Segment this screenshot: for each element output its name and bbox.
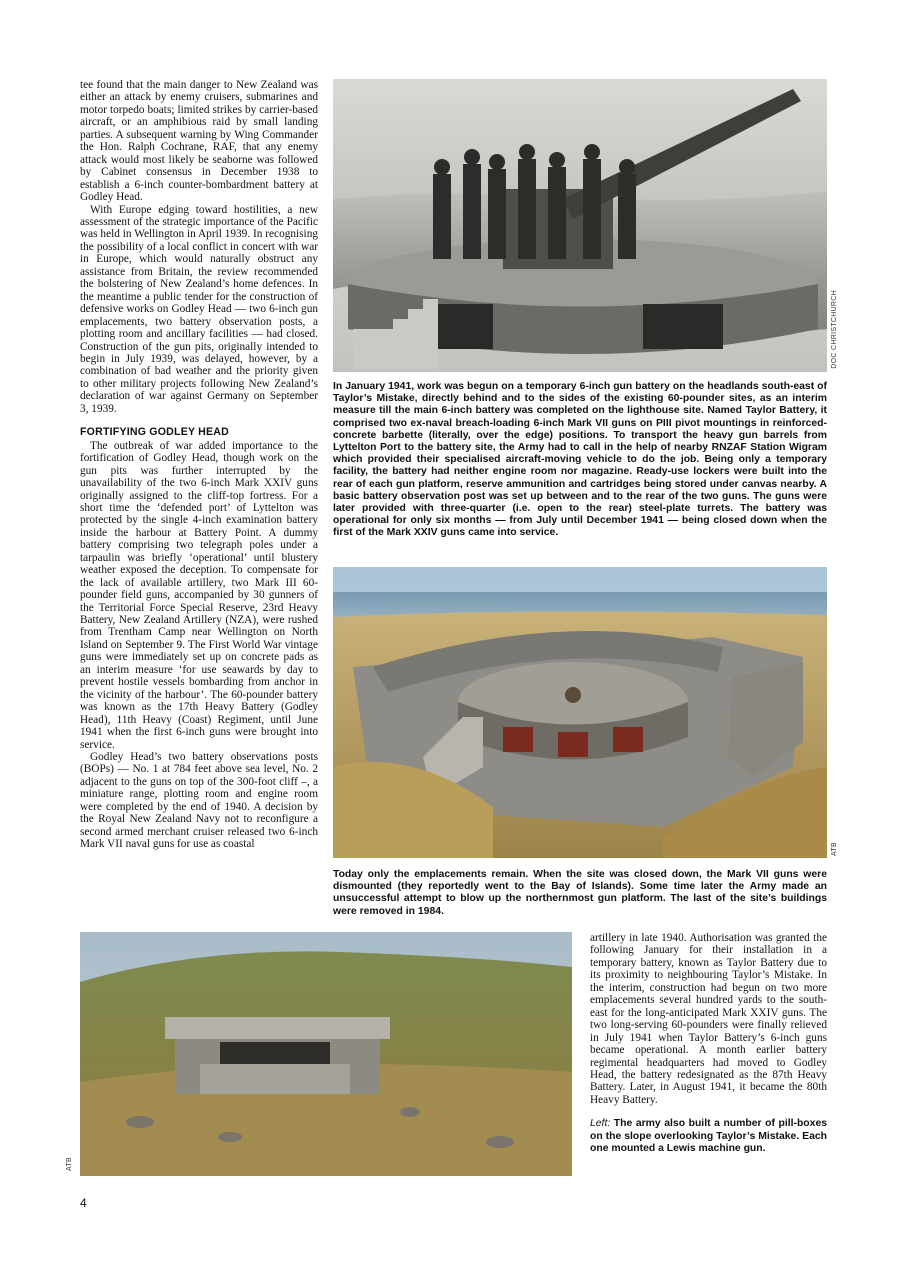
section-heading: FORTIFYING GODLEY HEAD — [80, 426, 229, 439]
emplacement-photo — [333, 567, 827, 858]
body-paragraph-5: artillery in late 1940. Authorisation was granted the following January for their installation in a temporary battery, known as Taylor Battery due to its proximity to neighbouring Taylor’s Mistake. In the interim, construction had begun on two more emplacements several hundred yards to the south-east for the long-anticipated Mark XXIV guns. The two long-serving 60-pounders were finally relieved in July 1941 when Taylor Battery’s 6-inch guns became operational. A month earlier battery regimental headquarters had moved to Godley Head, the battery redesignated as the 87th Heavy Battery. Later, in August 1941, it became the 80th Heavy Battery. — [590, 932, 827, 1106]
historic-gun-illustration — [333, 79, 827, 372]
pillbox-caption-lead: Left: — [590, 1118, 611, 1130]
emplacement-illustration — [333, 567, 827, 858]
body-paragraph-4: Godley Head’s two battery observations posts (BOPs) — No. 1 at 784 feet above sea level, No. 2 adjacent to the guns on top of the 300-foot cliff –, a miniature range, plotting room and engine room were completed by the end of 1940. A decision by the Royal New Zealand Navy not to reconfigure a second armed merchant cruiser released two 6-inch Mark VII naval guns for use as coastal — [80, 751, 318, 851]
left-text-column — [80, 79, 318, 851]
page-number: 4 — [80, 1196, 87, 1210]
right-text-column — [590, 932, 827, 1155]
pillbox-caption — [590, 1118, 827, 1155]
body-paragraph-1: tee found that the main danger to New Zealand was either an attack by enemy cruisers, submarines and motor torpedo boats; limited strikes by carrier-based aircraft, or an amphibious raid by small landing parties. A subsequent warning by Wing Commander the Hon. Ralph Cochrane, RAF, that any enemy attack would most likely be seaborne was followed by Cabinet consensus in December 1938 to establish a 6-inch counter-bombardment battery at Godley Head. — [80, 79, 318, 204]
body-paragraph-3: The outbreak of war added importance to the fortification of Godley Head, though work on the gun pits was further interrupted by the unavailability of the two 6-inch Mark XXIV guns originally assigned to the cliff-top fortress. For a short time the ‘defended port’ of Lyttelton was protected by the single 4-inch examination battery inside the harbour at Battery Point. A dummy battery comprising two telegraph poles under a tarpaulin was briefly ‘operational’ until blustery weather exposed the deception. To compensate for the lack of available artillery, two Mark III 60-pounder field guns, accompanied by 30 gunners of the Territorial Force Special Reserve, 23rd Heavy Battery, New Zealand Artillery (NZA), were rushed from Trentham Camp near Wellington on North Island on September 9. The First World War vintage guns were immediately set up on concrete pads as an interim measure ‘for use seawards by day to prevent hostile vessels bombarding from anchor in the vicinity of the harbour’. The 60-pounder battery was known as the 17th Heavy Battery (Godley Head), 11th Heavy (Coast) Regiment, until June 1941 when the first 6-inch guns were brought into service. — [80, 439, 318, 751]
photo-credit-atb-2: ATB — [66, 1157, 73, 1171]
pillbox-photo — [80, 932, 572, 1176]
pillbox-caption-text: The army also built a number of pill-boxes on the slope overlooking Taylor’s Mistake. Each one mounted a Lewis machine gun. — [590, 1118, 827, 1154]
photo-credit-atb-1: ATB — [831, 842, 838, 856]
photo-credit-doc: DOC CHRISTCHURCH — [831, 290, 838, 369]
pillbox-illustration — [80, 932, 572, 1176]
emplacement-caption: Today only the emplacements remain. When the site was closed down, the Mark VII guns were dismounted (they reportedly went to the Bay of Islands). Some time later the Army made an unsuccessful attempt to blow up the northernmost gun platform. The last of the site’s buildings were removed in 1984. — [333, 869, 827, 917]
historic-gun-caption: In January 1941, work was begun on a temporary 6-inch gun battery on the headlands south-east of Taylor’s Mistake, directly behind and to the sides of the existing 60-pounder sites, as an interim measure till the main 6-inch battery was completed on the lighthouse site. Named Taylor Battery, it comprised two ex-naval breach-loading 6-inch Mark VII guns on PIII pivot mountings in reinforced-concrete barbette (literally, over the edge) positions. To transport the heavy gun barrels from Lyttelton Port to the battery site, the Army had to call in the help of nearby RNZAF Station Wigram which provided their specialised aircraft-moving vehicle to do the job. Being only a temporary facility, the battery had neither engine room nor magazine. Ready-use lockers were built into the rear of each gun platform, reserve ammunition and cartridges being stored under canvas nearby. A basic battery observation post was set up between and to the rear of the two guns. The guns were later provided with three-quarter (i.e. open to the rear) steel-plate turrets. The battery was operational for only six months — from July until December 1941 — being closed down when the first of the Mark XXIV guns came into service. — [333, 381, 827, 539]
body-paragraph-2: With Europe edging toward hostilities, a new assessment of the strategic importance of the Pacific was held in Wellington in April 1939. In recognising the possibility of a local conflict in concert with war in Europe, which would naturally obstruct any assistance from Britain, the review recommended the bolstering of New Zealand’s home defences. In the meantime a public tender for the construction of defensive works on Godley Head — two 6-inch gun emplacements, two battery observation posts, a plotting room and ancillary facilities — had closed. Construction of the gun pits, originally intended to begin in July 1939, was delayed, however, by a combination of bad weather and the priority given to other military projects following New Zealand’s declaration of war against Germany on September 3, 1939. — [80, 203, 318, 415]
historic-gun-photo — [333, 79, 827, 372]
